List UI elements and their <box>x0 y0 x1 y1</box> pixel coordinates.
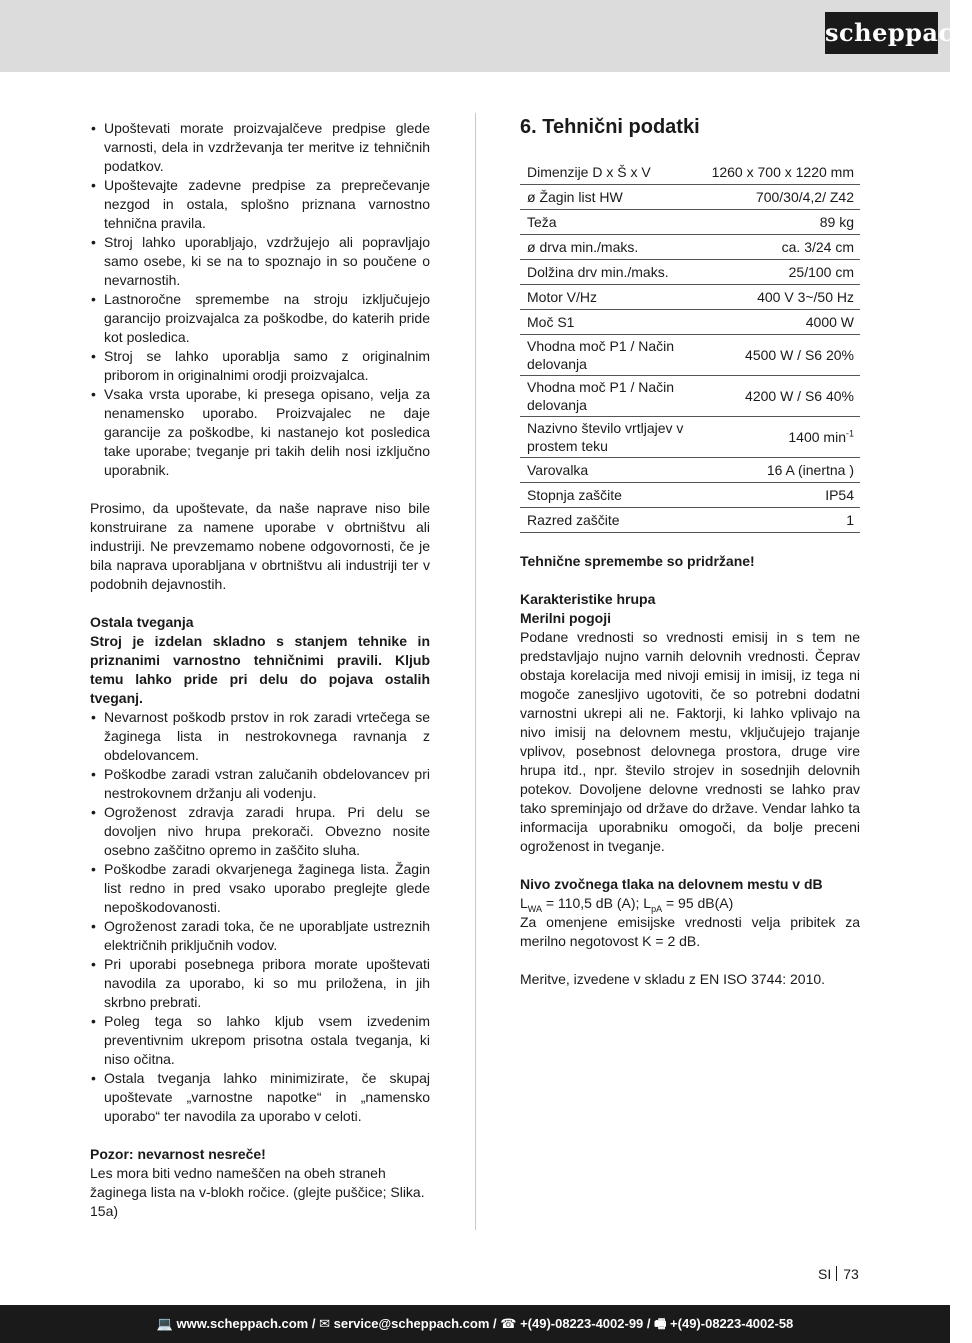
brand-logo: scheppach <box>825 12 938 54</box>
list-item: • Stroj lahko uporabljajo, vzdržujejo ali popravljajo samo osebe, ki se na to spoznajo in so poučene o nevarnostih. <box>90 233 430 290</box>
spec-label: Stopnja zaščite <box>527 487 622 503</box>
spec-value: 4500 W / S6 20% <box>745 347 854 363</box>
spec-value <box>698 417 860 458</box>
phone-icon: ☎ <box>500 1316 517 1331</box>
footer-mail[interactable]: service@scheppach.com / <box>333 1316 497 1331</box>
spec-value: 4000 W <box>805 314 854 330</box>
right-column <box>520 114 860 989</box>
sound-level-values: $L_{WA} = 110,5$ dB (A); $L_{pA} = 95$ dB(A) <box>520 895 734 914</box>
footer-web[interactable]: www.scheppach.com / <box>176 1316 316 1331</box>
spec-value: 400 V 3~/50 Hz <box>757 289 854 305</box>
noise-text: Podane vrednosti so vrednosti emisij in s tem ne predstavljajo nujno varnih delovnih vrednosti. Čeprav obstaja korelacija med nivoji emisij in imisij, iz tega ni mogoče zanesljivo ugotoviti, če so potrebni dodatni varnostni ukrepi ali ne. Faktorji, ki lahko vplivajo na nivo imisij na delovnem mestu, vključujejo trajanje vplivov, posebnost delovnega prostora, druge vire hrupa itd., npr. število strojev in sosednjih delovnih potekov. Dovoljene delovne vrednosti se lahko prav tako spreminjajo od države do države. Vendar lahko ta informacija uporabniku omogoči, da bolje preceni ogroženost in tveganje. <box>520 629 860 854</box>
section-title: 6. Tehnični podatki <box>520 116 700 138</box>
sound-level-title: Nivo zvočnega tlaka na delovnem mestu v dB <box>520 876 823 892</box>
residual-risks-title: Ostala tveganja <box>90 614 194 630</box>
footer-fax: +(49)-08223-4002-58 <box>670 1316 794 1331</box>
spec-label: Moč S1 <box>527 314 575 330</box>
table-row <box>520 235 860 260</box>
spec-label: ø drva min./maks. <box>527 239 639 255</box>
footer-bar <box>0 1305 950 1343</box>
list-item: • Poleg tega so lahko kljub vsem izvedenim preventivnim ukrepom prisotna ostala tveganja, ki niso očitna. <box>90 1012 430 1069</box>
spec-label: Vhodna moč P1 / Način delovanja <box>527 338 675 372</box>
table-row <box>520 160 860 185</box>
spec-value: 16 A (inertna ) <box>766 462 854 478</box>
residual-risks-intro: Stroj je izdelan skladno s stanjem tehnike in priznanimi varnostno tehničnimi pravili. Kljub temu lahko pride pri delu do pojava ostalih tveganj. <box>90 633 430 706</box>
header-bar <box>0 0 950 72</box>
table-row <box>520 508 860 533</box>
table-row <box>520 417 860 458</box>
page-number <box>818 1265 859 1284</box>
table-row <box>520 185 860 210</box>
list-item: • Ogroženost zdravja zaradi hrupa. Pri delu se dovoljen nivo hrupa prekorači. Obvezno nosite osebno zaščitno opremo in zaščito sluha. <box>90 803 430 860</box>
tolerance-text: Za omenjene emisijske vrednosti velja pribitek za merilno negotovost K = 2 dB. <box>520 914 860 949</box>
footer-phone: +(49)-08223-4002-99 / <box>520 1316 651 1331</box>
tech-data-table <box>520 160 860 533</box>
spec-label: Vhodna moč P1 / Način delovanja <box>527 379 675 413</box>
table-row <box>520 376 860 417</box>
safety-list <box>90 119 430 480</box>
spec-value: 1 <box>846 512 854 528</box>
page-num: 73 <box>843 1266 859 1282</box>
list-item: • Upoštevajte zadevne predpise za preprečevanje nezgod in ostala, splošno priznana varnostno tehnična pravila. <box>90 176 430 233</box>
rpm-value: 1400 min <box>788 429 846 445</box>
list-item: • Upoštevati morate proizvajalčeve predpise glede varnosti, dela in vzdrževanja ter meritve iz tehničnih podatkov. <box>90 119 430 176</box>
column-divider <box>475 113 476 1230</box>
table-row <box>520 458 860 483</box>
spec-label: Nazivno število vrtljajev v prostem teku <box>527 420 684 454</box>
spec-value: IP54 <box>825 487 854 503</box>
spec-label: Varovalka <box>527 462 589 478</box>
spec-label: Dimenzije D x Š x V <box>527 164 651 180</box>
spec-label: ø Žagin list HW <box>527 189 623 205</box>
list-item: • Lastnoročne spremembe na stroju izključujejo garancijo proizvajalca za poškodbe, do katerih pride kot posledica. <box>90 290 430 347</box>
spec-value: ca. 3/24 cm <box>781 239 854 255</box>
list-item: • Nevarnost poškodb prstov in rok zaradi vrtečega se žaginega lista in nestrokovnega ravnanja z obdelovancem. <box>90 708 430 765</box>
rpm-exponent: -1 <box>845 428 854 439</box>
list-item: • Ostala tveganja lahko minimizirate, če skupaj upoštevate „varnostne napotke“ in „namensko uporabo“ ter navodila za uporabo v celoti. <box>90 1069 430 1126</box>
table-row <box>520 483 860 508</box>
spec-value: 89 kg <box>819 214 854 230</box>
computer-icon: 💻 <box>156 1316 173 1331</box>
table-row <box>520 335 860 376</box>
spec-value: 700/30/4,2/ Z42 <box>755 189 854 205</box>
spec-label: Razred zaščite <box>527 512 620 528</box>
spec-value: 4200 W / S6 40% <box>745 388 854 404</box>
left-column <box>90 119 430 1221</box>
list-item: • Pri uporabi posebnega pribora morate upoštevati navodila za uporabo, ki so mu priložena, in jih skrbno prebrati. <box>90 955 430 1012</box>
table-row <box>520 310 860 335</box>
warning-title: Pozor: nevarnost nesreče! <box>90 1146 266 1162</box>
spec-label: Motor V/Hz <box>527 289 598 305</box>
spec-value: 1260 x 700 x 1220 mm <box>711 164 854 180</box>
list-item: • Stroj se lahko uporablja samo z originalnim priborom in originalnimi orodji proizvajalca. <box>90 347 430 385</box>
page-lang: SI <box>818 1266 832 1282</box>
warning-text: Les mora biti vedno nameščen na obeh straneh žaginega lista na v-blokh ročice. (glejte puščice; Slika. 15a) <box>90 1165 425 1219</box>
noise-title: Karakteristike hrupa <box>520 591 656 607</box>
noise-subtitle: Merilni pogoji <box>520 610 611 626</box>
spec-label: Teža <box>527 214 557 230</box>
list-item: • Vsaka vrsta uporabe, ki presega opisano, velja za nenamensko uporabo. Proizvajalec ne daje garancije za poškodbe, ki nastanejo kot posledica take uporabe; tveganje pri takih delih nosi izključno uporabnik. <box>90 385 430 480</box>
table-row <box>520 260 860 285</box>
spec-value: 25/100 cm <box>788 264 854 280</box>
trade-use-note: Prosimo, da upoštevate, da naše naprave niso bile konstruirane za namene uporabe v obrtništvu ali industriji. Ne prevzemamo nobene odgovornosti, če je bila naprava uporabljana v obrtništvu ali industriji ter v podobnih dejavnostih. <box>90 500 430 592</box>
standard-text: Meritve, izvedene v skladu z EN ISO 3744: 2010. <box>520 971 826 987</box>
list-item: • Poškodbe zaradi okvarjenega žaginega lista. Žagin list redno in pred vsako uporabo preglejte glede nepoškodovanosti. <box>90 860 430 917</box>
reserved-note: Tehnične spremembe so pridržane! <box>520 553 755 569</box>
spec-label: Dolžina drv min./maks. <box>527 264 669 280</box>
table-row <box>520 285 860 310</box>
risk-list <box>90 708 430 1126</box>
list-item: • Ogroženost zaradi toka, če ne uporabljate ustreznih električnih priključnih vodov. <box>90 917 430 955</box>
table-row <box>520 210 860 235</box>
fax-icon: 🖷 <box>654 1316 667 1331</box>
mail-icon: ✉ <box>319 1316 330 1331</box>
list-item: • Poškodbe zaradi vstran zalučanih obdelovancev pri nestrokovnem držanju ali vodenju. <box>90 765 430 803</box>
